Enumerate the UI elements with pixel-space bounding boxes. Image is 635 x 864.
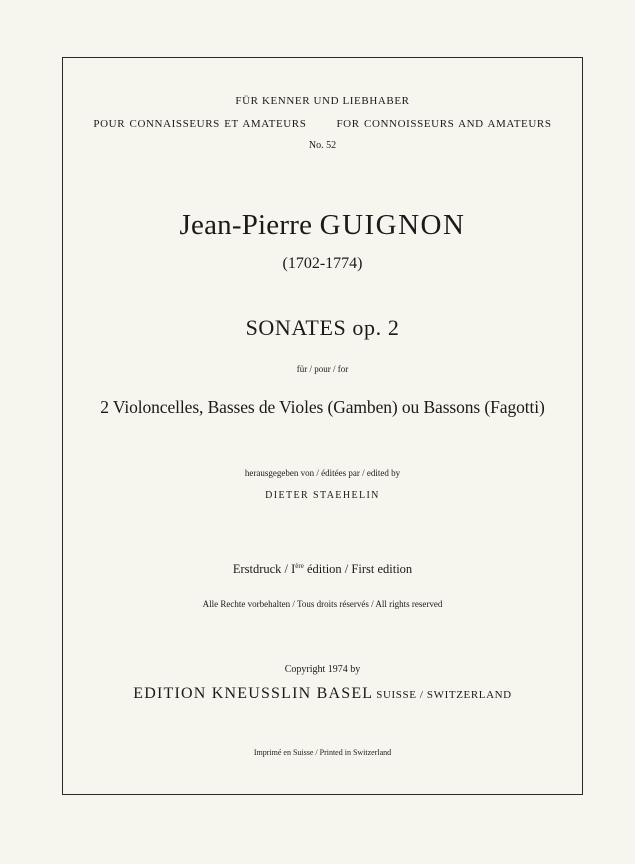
publisher-country: SUISSE / SWITZERLAND	[376, 689, 512, 701]
composer-dates: (1702-1774)	[282, 255, 363, 272]
series-number: No. 52	[308, 140, 337, 151]
series-title-french-english	[63, 118, 582, 130]
publisher-name: EDITION KNEUSSLIN BASEL	[133, 685, 374, 702]
series-title-german: FÜR KENNER UND LIEBHABER	[235, 95, 410, 107]
edited-by-label: herausgegeben von / éditées par / edited by	[244, 468, 401, 478]
series-title-french: POUR CONNAISSEURS ET AMATEURS	[93, 118, 307, 130]
work-title: SONATES op. 2	[245, 315, 400, 340]
edition-note-part1: Erstdruck / I	[232, 562, 296, 576]
copyright-line: Copyright 1974 by	[284, 664, 361, 675]
for-label: für / pour / for	[296, 364, 349, 374]
printed-in-note: Imprimé en Suisse / Printed in Switzerland	[253, 748, 392, 757]
series-title-english: FOR CONNOISSEURS AND AMATEURS	[336, 118, 552, 130]
composer-surname: GUIGNON	[319, 209, 466, 241]
edition-note-superscript: ère	[295, 562, 304, 570]
title-page-frame	[62, 57, 583, 795]
edition-note	[63, 562, 582, 577]
edition-note-part2: édition / First edition	[303, 562, 413, 576]
editor-name: DIETER STAEHELIN	[265, 490, 380, 501]
instrumentation: 2 Violoncelles, Basses de Violes (Gamben) ou Bassons (Fagotti)	[100, 397, 545, 417]
publisher-line	[63, 685, 582, 703]
composer-first-name: Jean-Pierre	[179, 209, 313, 241]
composer-name	[63, 209, 582, 242]
rights-notice: Alle Rechte vorbehalten / Tous droits réservés / All rights reserved	[202, 599, 443, 609]
